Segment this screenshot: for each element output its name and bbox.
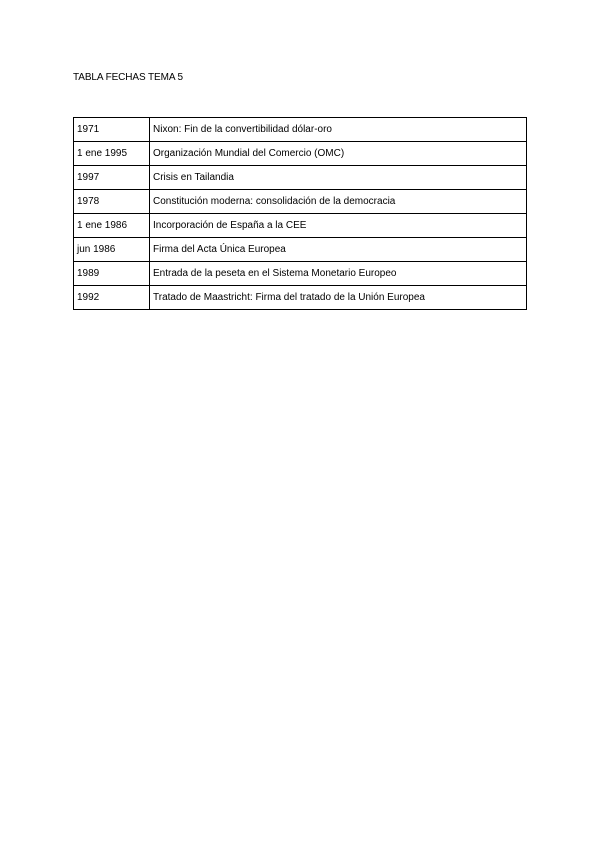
event-cell: Firma del Acta Única Europea [150, 238, 527, 262]
date-cell: 1992 [74, 286, 150, 310]
dates-table [73, 117, 527, 310]
event-cell: Constitución moderna: consolidación de la democracia [150, 190, 527, 214]
date-cell: 1997 [74, 166, 150, 190]
table-row [74, 190, 527, 214]
date-cell: 1971 [74, 118, 150, 142]
date-cell: 1 ene 1995 [74, 142, 150, 166]
date-cell: 1989 [74, 262, 150, 286]
table-row [74, 286, 527, 310]
event-cell: Incorporación de España a la CEE [150, 214, 527, 238]
table-row [74, 166, 527, 190]
event-cell: Tratado de Maastricht: Firma del tratado de la Unión Europea [150, 286, 527, 310]
table-row [74, 238, 527, 262]
event-cell: Crisis en Tailandia [150, 166, 527, 190]
table-row [74, 214, 527, 238]
event-cell: Nixon: Fin de la convertibilidad dólar-oro [150, 118, 527, 142]
table-row [74, 262, 527, 286]
event-cell: Entrada de la peseta en el Sistema Monetario Europeo [150, 262, 527, 286]
table-row [74, 118, 527, 142]
date-cell: 1 ene 1986 [74, 214, 150, 238]
event-cell: Organización Mundial del Comercio (OMC) [150, 142, 527, 166]
date-cell: 1978 [74, 190, 150, 214]
date-cell: jun 1986 [74, 238, 150, 262]
page-title: TABLA FECHAS TEMA 5 [73, 72, 183, 83]
table-row [74, 142, 527, 166]
